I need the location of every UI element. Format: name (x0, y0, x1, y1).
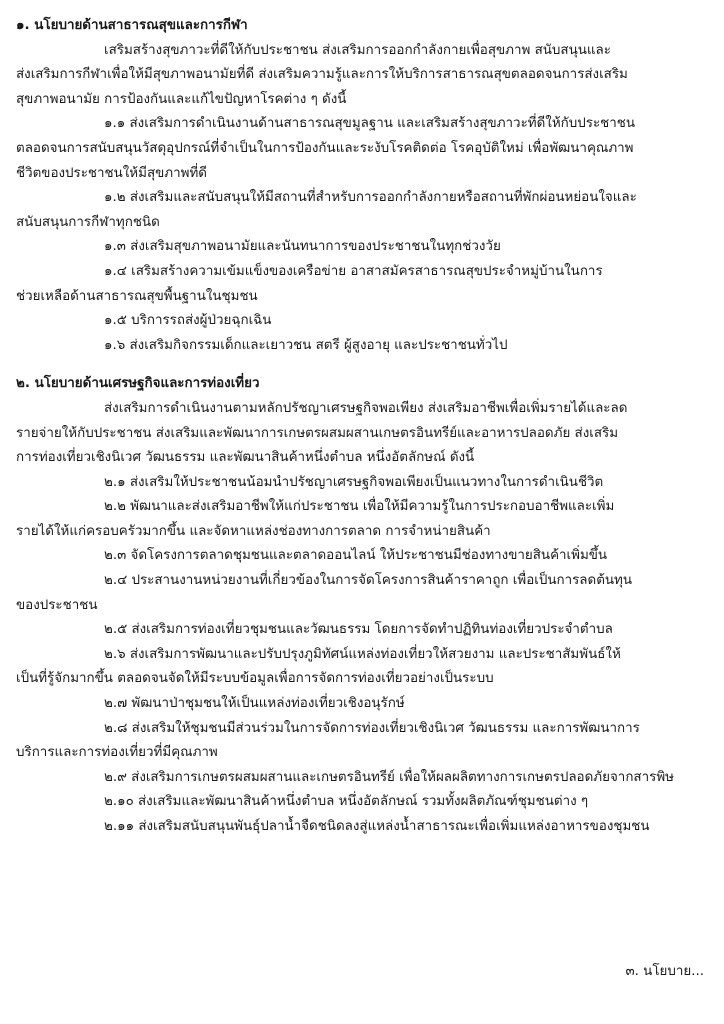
item-line: ๒.๔ ประสานงานหน่วยงานที่เกี่ยวข้องในการจัดโครงการสินค้าราคาถูก เพื่อเป็นการลดต้นทุน (104, 573, 633, 589)
item-line: ๑.๒ ส่งเสริมและสนับสนุนให้มีสถานที่สำหรับการออกกำลังกายหรือสถานที่พักผ่อนหย่อนใจและ (104, 190, 637, 206)
item-line: ๒.๓ จัดโครงการตลาดชุมชนและตลาดออนไลน์ ให้ประชาชนมีช่องทางขายสินค้าเพิ่มขึ้น (104, 548, 608, 564)
item-line: ๒.๒ พัฒนาและส่งเสริมอาชีพให้แก่ประชาชน เพื่อให้มีความรู้ในการประกอบอาชีพและเพิ่ม (104, 499, 615, 515)
item-line: ๑.๕ บริการรถส่งผู้ป่วยฉุกเฉิน (104, 313, 272, 329)
item-line: ๒.๖ ส่งเสริมการพัฒนาและปรับปรุงภูมิทัศน์แหล่งท่องเที่ยวให้สวยงาม และประชาสัมพันธ์ให้ (104, 646, 621, 662)
section-2-intro (16, 397, 708, 471)
item-2-3 (16, 544, 708, 569)
item-2-4 (16, 569, 708, 618)
item-line: ๒.๕ ส่งเสริมการท่องเที่ยวชุมชนและวัฒนธรรม โดยการจัดทำปฏิทินท่องเที่ยวประจำตำบล (104, 622, 613, 638)
item-line: บริการและการท่องเที่ยวที่มีคุณภาพ (16, 745, 218, 761)
item-1-6 (16, 334, 708, 359)
item-line: ๑.๓ ส่งเสริมสุขภาพอนามัยและนันทนาการของประชาชนในทุกช่วงวัย (104, 239, 501, 255)
item-line: ชีวิตของประชาชนให้มีสุขภาพที่ดี (16, 165, 207, 181)
section-2-heading: ๒. นโยบายด้านเศรษฐกิจและการท่องเที่ยว (16, 376, 260, 392)
section-1-heading: ๑. นโยบายด้านสาธารณสุขและการกีฬา (16, 18, 248, 33)
item-1-3 (16, 235, 708, 260)
section-2-intro-line: ส่งเสริมการดำเนินงานตามหลักปรัชญาเศรษฐกิจพอเพียง ส่งเสริมอาชีพเพื่อเพิ่มรายได้และลด (104, 400, 628, 416)
item-line: ช่วยเหลือด้านสาธารณสุขพื้นฐานในชุมชน (16, 288, 258, 304)
section-1-intro-line: เสริมสร้างสุขภาวะที่ดีให้กับประชาชน ส่งเสริมการออกกำลังกายเพื่อสุขภาพ สนับสนุนและ (104, 42, 611, 58)
item-line: ๒.๑๑ ส่งเสริมสนับสนุนพันธุ์ปลาน้ำจืดชนิดลงสู่แหล่งน้ำสาธารณะเพื่อเพิ่มแหล่งอาหารของชุมชน (104, 819, 650, 834)
item-line: ๑.๖ ส่งเสริมกิจกรรมเด็กและเยาวชน สตรี ผู้สูงอายุ และประชาชนทั่วไป (104, 337, 508, 353)
item-2-1 (16, 471, 708, 496)
item-line: ตลอดจนการสนับสนุนวัสดุอุปกรณ์ที่จำเป็นในการป้องกันและระงับโรคติดต่อ โรคอุบัติใหม่ เพื่อพัฒนาคุณภาพ (16, 140, 634, 156)
item-line: ของประชาชน (16, 597, 98, 613)
continuation-note: ๓. นโยบาย... (625, 964, 704, 979)
item-2-7 (16, 692, 708, 717)
section-1-intro (16, 39, 708, 113)
item-1-2 (16, 186, 708, 235)
item-line: ๑.๑ ส่งเสริมการดำเนินงานด้านสาธารณสุขมูลฐาน และเสริมสร้างสุขภาวะที่ดีให้กับประชาชน (104, 116, 636, 132)
item-2-8 (16, 717, 708, 766)
item-2-9 (16, 766, 708, 791)
item-2-6 (16, 643, 708, 692)
section-2-intro-line: การท่องเที่ยวเชิงนิเวศ วัฒนธรรม และพัฒนาสินค้าหนึ่งตำบล หนึ่งอัตลักษณ์ ดังนี้ (16, 450, 475, 466)
item-line: ๒.๑ ส่งเสริมให้ประชาชนน้อมนำปรัชญาเศรษฐกิจพอเพียงเป็นแนวทางในการดำเนินชีวิต (104, 474, 604, 490)
item-line: ๒.๑๐ ส่งเสริมและพัฒนาสินค้าหนึ่งตำบล หนึ่งอัตลักษณ์ รวมทั้งผลิตภัณฑ์ชุมชนต่าง ๆ (104, 794, 589, 810)
section-2-intro-line: รายจ่ายให้กับประชาชน ส่งเสริมและพัฒนาการเกษตรผสมผสานเกษตรอินทรีย์และอาหารปลอดภัย ส่งเสริม (16, 425, 619, 441)
item-2-10 (16, 790, 708, 815)
item-1-1 (16, 112, 708, 186)
item-1-5 (16, 309, 708, 334)
item-line: สนับสนุนการกีฬาทุกชนิด (16, 214, 160, 230)
item-line: ๒.๗ พัฒนาป่าชุมชนให้เป็นแหล่งท่องเที่ยวเชิงอนุรักษ์ (104, 696, 405, 712)
section-1-intro-line: สุขภาพอนามัย การป้องกันและแก้ไขปัญหาโรคต่าง ๆ ดังนี้ (16, 91, 347, 107)
item-line: ๒.๘ ส่งเสริมให้ชุมชนมีส่วนร่วมในการจัดการท่องเที่ยวเชิงนิเวศ วัฒนธรรม และการพัฒนาการ (104, 720, 640, 736)
item-line: ๒.๙ ส่งเสริมการเกษตรผสมผสานและเกษตรอินทรีย์ เพื่อให้ผลผลิตทางการเกษตรปลอดภัยจากสารพิษ (104, 769, 674, 785)
item-1-4 (16, 260, 708, 309)
item-2-5 (16, 618, 708, 643)
section-1-intro-line: ส่งเสริมการกีฬาเพื่อให้มีสุขภาพอนามัยที่ดี ส่งเสริมความรู้และการให้บริการสาธารณสุขตลอดจนการส่งเสริม (16, 67, 628, 83)
item-2-11 (16, 815, 708, 840)
item-line: รายได้ให้แก่ครอบครัวมากขึ้น และจัดหาแหล่งช่องทางการตลาด การจำหน่ายสินค้า (16, 523, 491, 539)
item-line: เป็นที่รู้จักมากขึ้น ตลอดจนจัดให้มีระบบข้อมูลเพื่อการจัดการท่องเที่ยวอย่างเป็นระบบ (16, 671, 494, 687)
item-line: ๑.๔ เสริมสร้างความเข้มแข็งของเครือข่าย อาสาสมัครสาธารณสุขประจำหมู่บ้านในการ (104, 263, 603, 279)
item-2-2 (16, 495, 708, 544)
